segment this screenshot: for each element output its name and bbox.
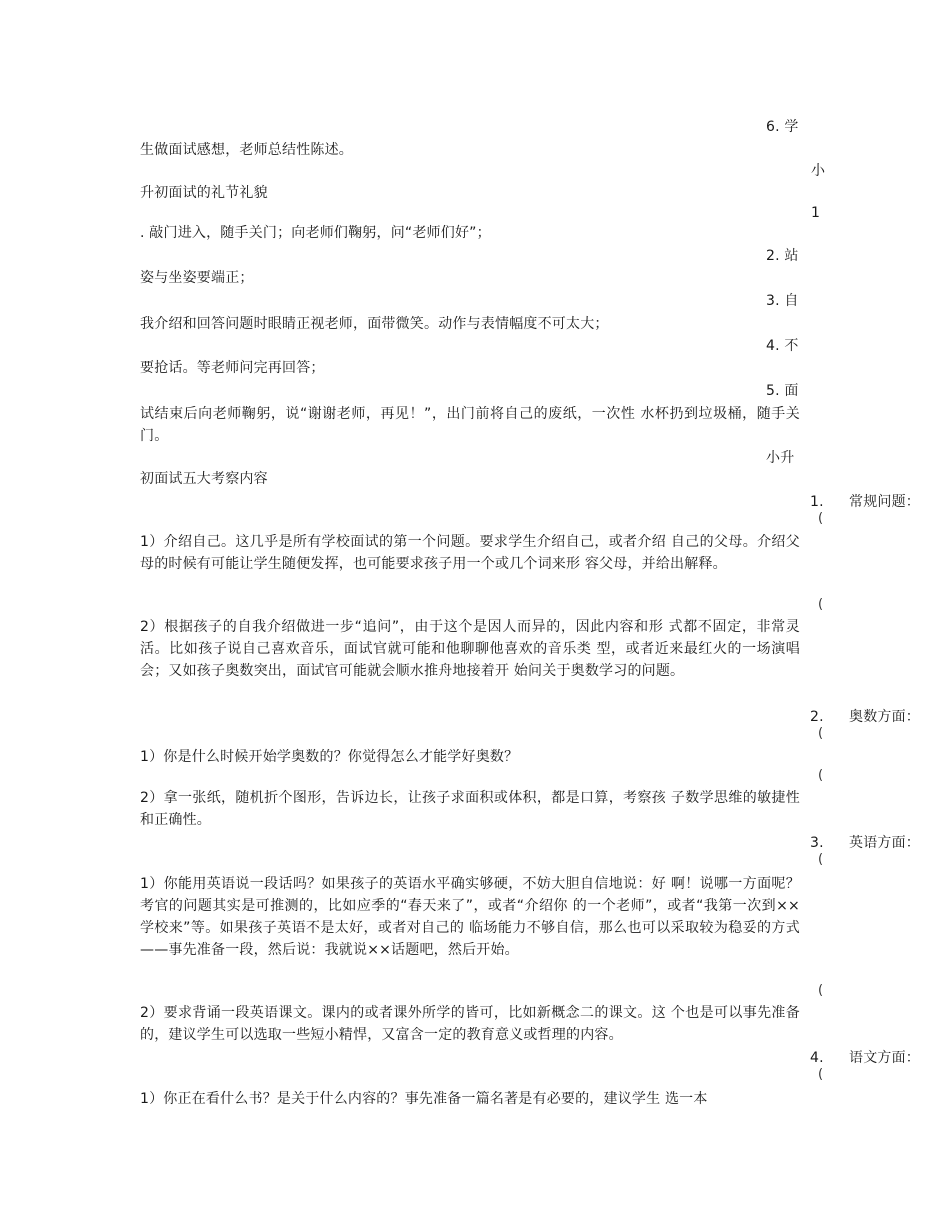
paren-mark: ( — [818, 1067, 824, 1082]
paren-mark: ( — [818, 726, 824, 741]
line-knock-door: . 敲门进入，随手关门；向老师们鞠躬，问“老师们好”； — [140, 225, 491, 241]
line-eye-contact: 我介绍和回答问题时眼睛正视老师，面带微笑。动作与表情幅度不可太大； — [140, 316, 609, 332]
margin-fragment-3: 3. 自 — [766, 293, 799, 309]
margin-fragment-xiao: 小 — [811, 163, 826, 179]
paren-mark: ( — [818, 983, 824, 998]
paren-mark: ( — [818, 511, 824, 526]
section-4-number: 4. — [810, 1050, 824, 1066]
margin-fragment-1: 1 — [811, 205, 821, 221]
line-posture: 姿与坐姿要端正； — [140, 270, 254, 286]
margin-fragment-4: 4. 不 — [766, 338, 799, 354]
paragraph-reading: 1）你正在看什么书？是关于什么内容的？事先准备一篇名著是有必要的，建议学生 选一本 — [140, 1091, 708, 1107]
margin-fragment-2: 2. 站 — [766, 248, 799, 264]
margin-fragment-xiaosheng: 小升 — [766, 450, 795, 466]
section-2-number: 2. — [810, 709, 824, 725]
margin-fragment-6: 6. 学 — [766, 119, 799, 135]
section-3-label: 英语方面： — [849, 835, 920, 851]
line-no-interrupt: 要抢话。等老师问完再回答； — [140, 360, 325, 376]
line-farewell: 试结束后向老师鞠躬，说“谢谢老师，再见！”，出门前将自己的废纸，一次性 水杯扔到垃圾桶，随手关门。 — [140, 406, 800, 444]
paragraph-self-intro: 1）介绍自己。这几乎是所有学校面试的第一个问题。要求学生介绍自己，或者介绍 自己的父母。介绍父母的时候有可能让学生随便发挥，也可能要求孩子用一个或几个词来形 容父母，并给出解释。 — [140, 534, 800, 572]
paren-mark: ( — [818, 852, 824, 867]
section-1-number: 1. — [810, 494, 824, 510]
section-2-label: 奥数方面： — [849, 709, 920, 725]
heading-five-contents: 初面试五大考察内容 — [140, 471, 268, 487]
paren-mark: ( — [818, 597, 824, 612]
section-1-label: 常规问题： — [849, 494, 920, 510]
paragraph-paper-fold: 2）拿一张纸，随机折个图形，告诉边长，让孩子求面积或体积，都是口算，考察孩 子数学思维的敏捷性和正确性。 — [140, 790, 800, 828]
section-4-label: 语文方面： — [849, 1050, 920, 1066]
paragraph-follow-up: 2）根据孩子的自我介绍做进一步“追问”，由于这个是因人而异的，因此内容和形 式都不固定，非常灵活。比如孩子说自己喜欢音乐，面试官就可能和他聊聊他喜欢的音乐类 型，或者近来最红火的一场演唱会；又如孩子奥数突出，面试官可能就会顺水推舟地接着开 始问关于奥数学习的问题。 — [140, 619, 800, 679]
section-3-number: 3. — [810, 835, 824, 851]
paragraph-olympiad-start: 1）你是什么时候开始学奥数的？你觉得怎么才能学好奥数？ — [140, 749, 519, 765]
paren-mark: ( — [818, 768, 824, 783]
margin-fragment-5: 5. 面 — [766, 383, 799, 399]
heading-etiquette: 升初面试的礼节礼貌 — [140, 185, 268, 201]
paragraph-english-recite: 2）要求背诵一段英语课文。课内的或者课外所学的皆可，比如新概念二的课文。这 个也是可以事先准备的，建议学生可以选取一些短小精悍，又富含一定的教育意义或哲理的内容。 — [140, 1005, 800, 1043]
paragraph-english-speech: 1）你能用英语说一段话吗？如果孩子的英语水平确实够硬，不妨大胆自信地说：好 啊！说哪一方面呢？考官的问题其实是可推测的，比如应季的“春天来了”，或者“介绍你 的一个老师”，或者“我第一次到××学校来”等。如果孩子英语不是太好，或者对自己的 临场能力不够自信，那么也可以采取较为稳妥的方式——事先准备一段，然后说：我就说××话题吧，然后开始。 — [140, 876, 800, 958]
line-summary: 生做面试感想，老师总结性陈述。 — [140, 142, 353, 158]
